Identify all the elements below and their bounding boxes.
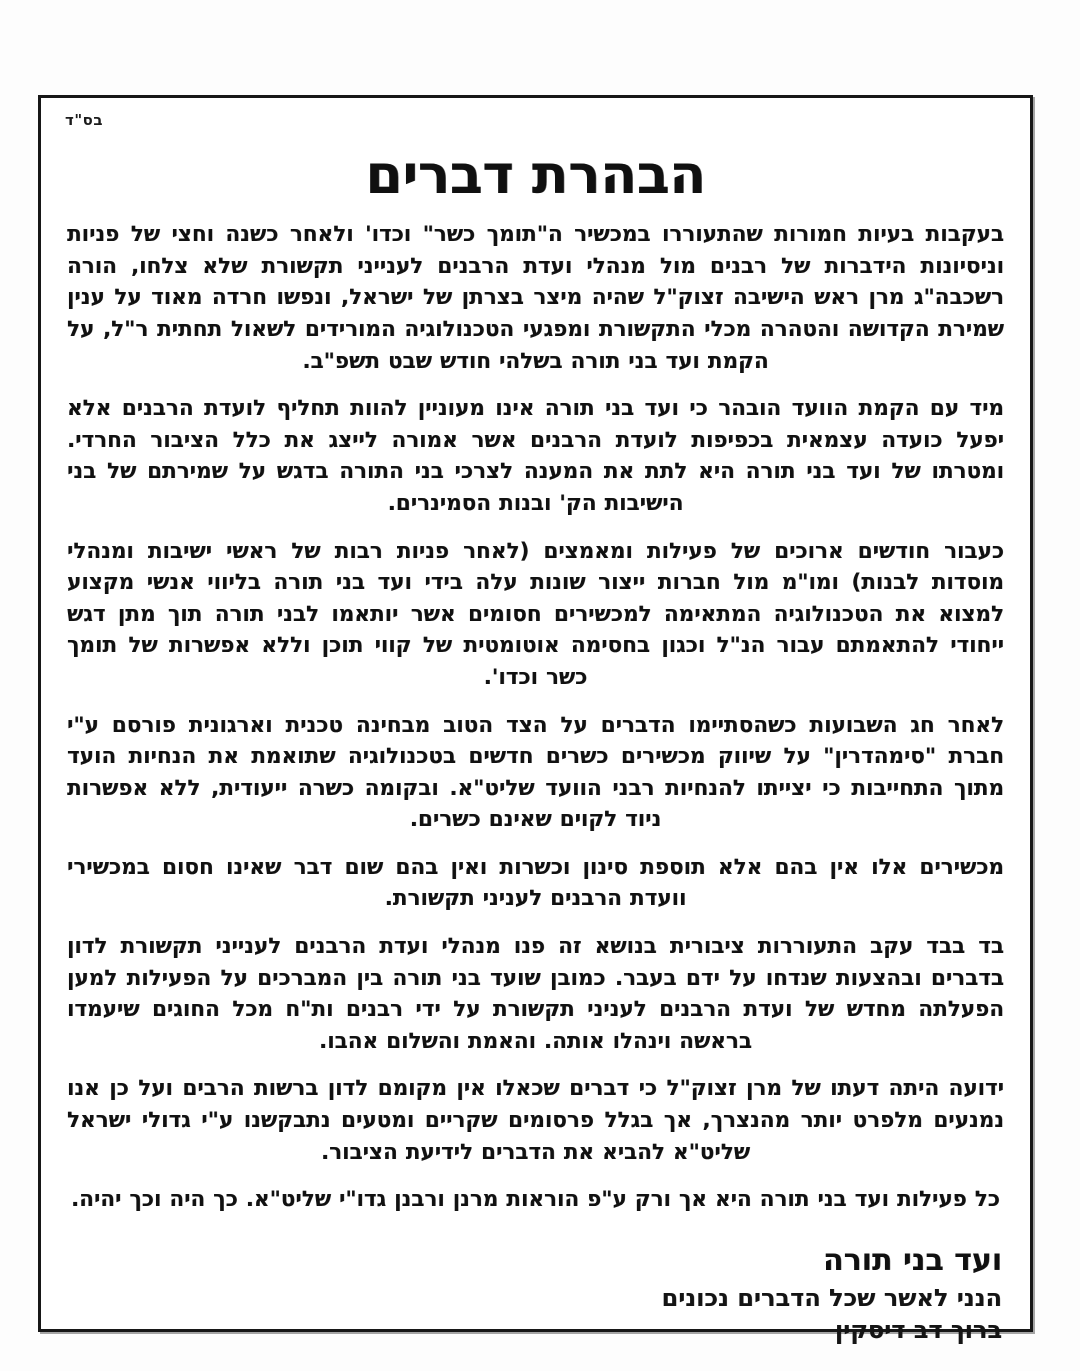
paragraph-4: לאחר חג השבועות כשהסתיימו הדברים על הצד הטוב מבחינה טכנית וארגונית פורסם ע"י חברת "סימהדרין" על שיווק מכשירים כשרים חדשים בטכנולוגיה שתואמת את הנחיות הועד מתוך התחייבות כי יצייתו להנחיות רבני הוועד שליט"א. ובקומה כשרה ייעודית, ללא אפשרות ניוד לקוים שאינם כשרים.: [67, 712, 1004, 833]
paragraph-7: ידועה היתה דעתו של מרן זצוק"ל כי דברים שכאלו אין מקומם לדון ברשות הרבים ועל כן אנו נמנעים מלפרט יותר מהנצרך, אך בגלל פרסומים שקריים ומטעים נתבקשנו ע"י גדולי ישראל שליט"א להביא את הדברים לידיעת הציבור.: [67, 1076, 1004, 1165]
paragraph-5: מכשירים אלו אין בהם אלא תוספת סינון וכשרות ואין בהם שום דבר שאינו חסום במכשירי וועדת הרבנים לעניני תקשורת.: [67, 854, 1004, 912]
signature-organization: ועד בני תורה: [823, 1242, 1002, 1278]
bsd-mark: בס"ד: [65, 111, 103, 129]
paragraph-2: מיד עם הקמת הוועד הובהר כי ועד בני תורה אינו מעוניין להוות תחליף לועדת הרבנים אלא יפעל כועדה עצמאית בכפיפות לועדת הרבנים אשר אמורה לייצג את כלל הציבור החרדי. ומטרתו של ועד בני תורה היא לתת את המענה לצרכי בני התורה בדגש על שמירתם של בני הישיבות הק' ובנות הסמינרים.: [67, 396, 1004, 516]
page-title: הבהרת דברים: [365, 142, 706, 206]
signature-block: [63, 1242, 1008, 1346]
paragraph-6: בד בבד עקב התעוררות ציבורית בנושא זה פנו מנהלי ועדת הרבנים לענייני תקשורת לדון בדברים ובהצעות שנדחו על ידם בעבר. כמובן שועד בני תורה בין המברכים על הפעילות למען הפעלתה מחדש של ועדת הרבנים לעניני תקשורת על ידי רבנים ות"ח מכל החוגים שיעמדו בראשה וינהלו אותה. והאמת והשלום אהבו.: [67, 934, 1004, 1054]
paragraph-8: כל פעילות ועד בני תורה היא אך ורק ע"פ הוראות מרנן ורבנן גדו"י שליט"א. כך היה וכך יהיה.: [71, 1187, 1000, 1213]
signature-confirmation-line: הנני לאשר שכל הדברים נכונים: [661, 1284, 1002, 1313]
paragraph-1: בעקבות בעיות חמורות שהתעוררו במכשיר ה"תומך כשר" וכדו' ולאחר כשנה וחצי של פניות וניסיונות הידברות של רבנים מול מנהלי ועדת הרבנים לענייני תקשורת שלא צלחו, הורה רשכבה"ג מרן ראש הישיבה זצוק"ל שהיה מיצר בצרתן של ישראל, ונפשו חרדה מאוד על ענין שמירת הקדושה והטהרה מכלי התקשורת ומפגעי הטכנולוגיה המורידים לשאול תחתית ר"ל, על הקמת ועד בני תורה בשלהי חודש שבט תשפ"ב.: [67, 222, 1004, 374]
document-content-area: [41, 98, 1030, 1344]
document-sheet: [38, 95, 1033, 1344]
paragraph-3: כעבור חודשים ארוכים של פעילות ומאמצים (לאחר פניות רבות של ראשי ישיבות ומנהלי מוסדות לבנות) ומו"מ מול חברות ייצור שונות עלה בידי ועד בני תורה בליווי אנשי מקצוע למצוא את הטכנולוגיה המתאימה למכשירים חסומים אשר יותאמו לבני תורה תוך מתן דגש ייחודי להתאמתם עבור הנ"ל וכגון בחסימה אוטומטית של קווי תוכן וללא אפשרות של תומך כשר וכדו'.: [67, 538, 1004, 690]
signature-name: ברוך דב דיסקין: [834, 1315, 1002, 1344]
